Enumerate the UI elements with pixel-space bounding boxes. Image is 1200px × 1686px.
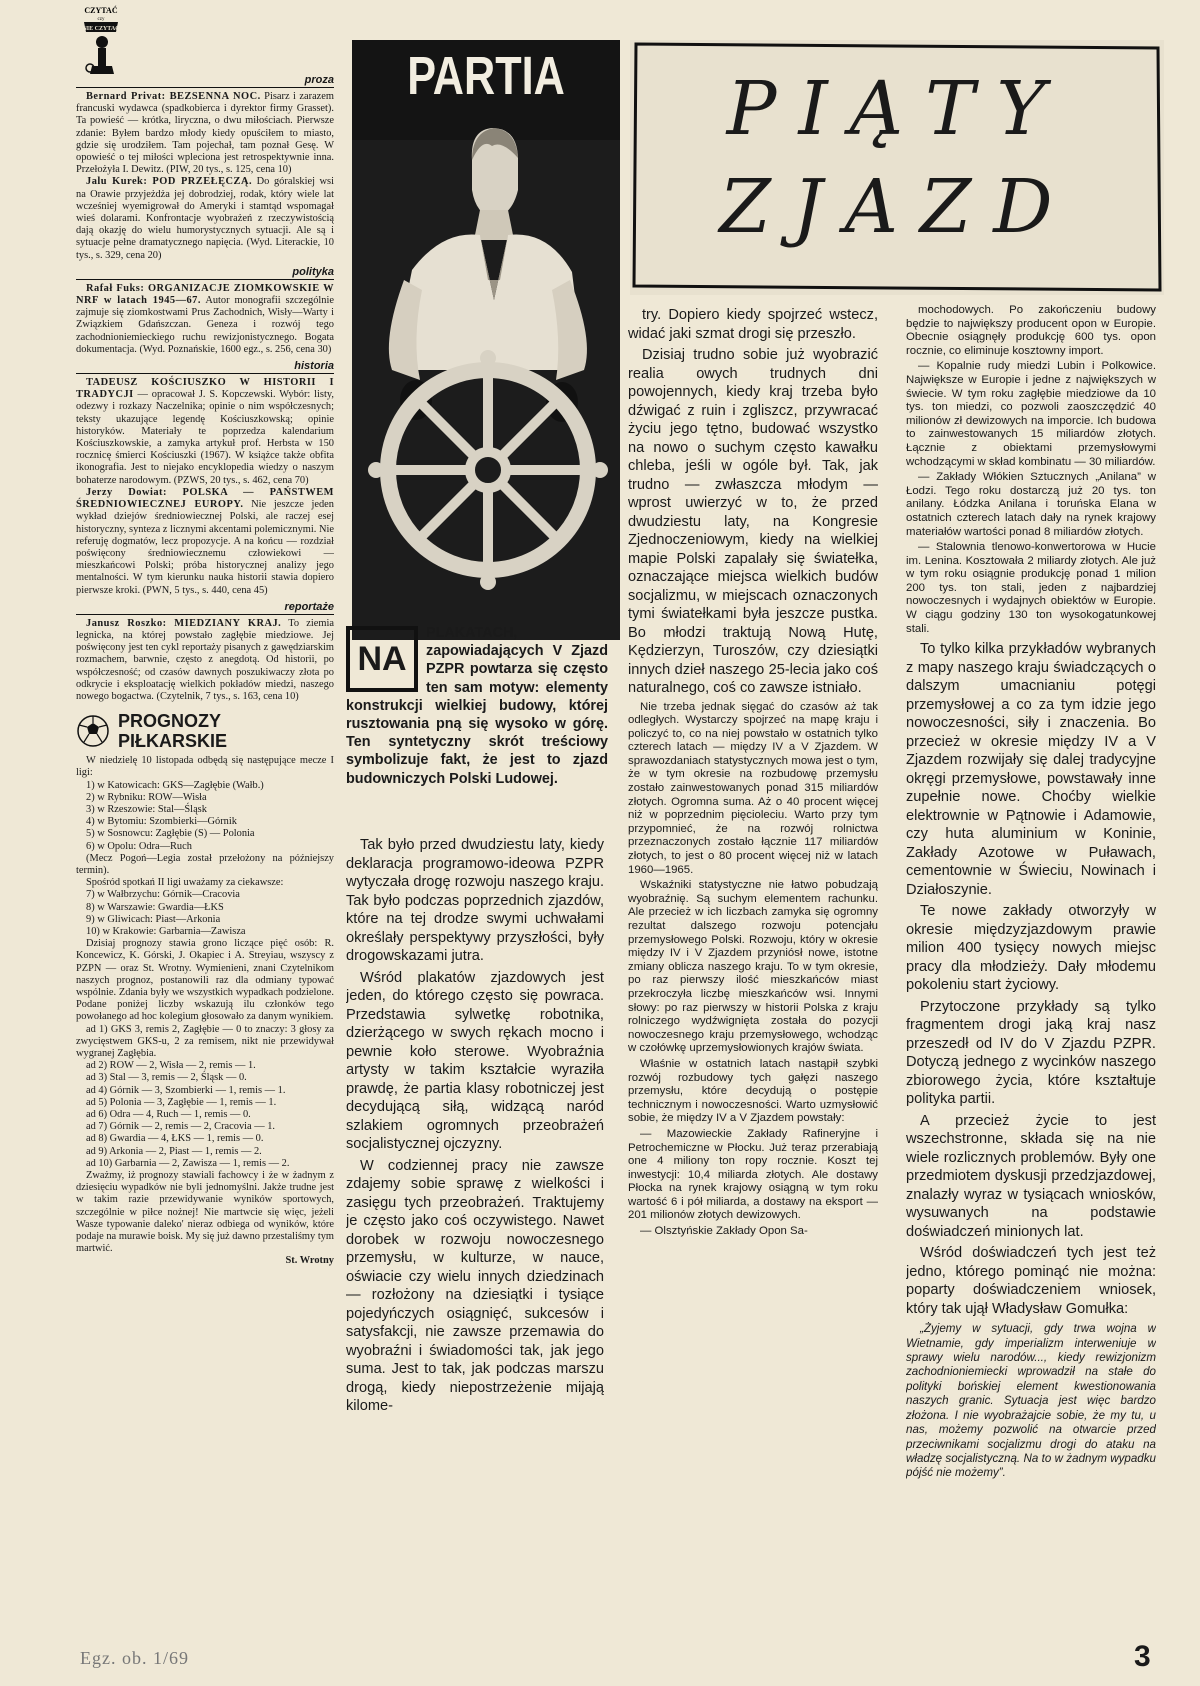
review-entry	[76, 487, 334, 597]
review-text: To ziemia legnicka, na której powstało zagłębie miedziowe. Jej poświęcony jest ten cykl reportaży pisanych z gawędziarskim rozmachem, barwnie, często z anegdotą. Od historii, po współczesność; od czasów dawnych poszukiwaczy złota po odkrycie i eksploatację wielkich pokładów miedzi, naszego nowego bogactwa. (Czytelnik, 7 tys., s. 163, cena 10)	[76, 617, 334, 702]
article-paragraph: To tylko kilka przykładów wybranych z mapy naszego kraju świadczących o dalszym umacnianiu potęgi przemysłowej a co za tym idzie jego nowoczesności, siły i znaczenia. Bo przecież w okresie między IV a V Zjazdem rozwijały się dalej tradycyjne okręgi przemysłowe, powstawały inne zupełnie nowe. Choćby wielkie elektrownie w Pątnowie i Adamowie, czy huta aluminium w Koninie, Zakłady Azotowe w Puławach, cementownie w Świeciu, Nowinach i Działoszynie.	[906, 641, 1156, 898]
section-heading: proza	[76, 74, 334, 88]
second-league-item: 10) w Krakowie: Garbarnia—Zawisza	[86, 925, 246, 937]
football-title: PROGNOZY PIŁKARSKIE	[118, 711, 228, 752]
forecast-result: ad 5) Polonia — 3, Zagłębie — 1, remis — 1.	[86, 1096, 277, 1108]
forecast-result: ad 7) Górnik — 2, remis — 2, Cracovia — 1.	[86, 1121, 276, 1133]
review-entry	[76, 91, 334, 176]
column-main-left	[346, 836, 604, 1596]
svg-text:NIE CZYTAĆ: NIE CZYTAĆ	[82, 26, 120, 32]
poster-worker-illustration	[352, 40, 620, 640]
review-title: TADEUSZ KOŚCIUSZKO W HISTORII I TRADYCJI	[76, 377, 334, 401]
article-paragraph-small: — Zakłady Włókien Sztucznych „Anilana” w Łodzi. Tego roku dostarczą już 20 tys. ton anilany. Łódzka Anilana i toruńska Elana w ostatnich czterech latach dały na rynek krajowy materiałów wartości ponad 8 miliardów złotych.	[906, 471, 1156, 538]
headline-box	[630, 40, 1164, 295]
review-title: Jerzy Dowiat: POLSKA — PAŃSTWEM ŚREDNIOWIECZNEJ EUROPY.	[76, 486, 334, 511]
first-league-item: 2) w Rybniku: ROW—Wisła	[86, 791, 207, 803]
reviews-list	[76, 74, 334, 703]
first-league-item: 1) w Katowicach: GKS—Zagłębie (Wałb.)	[86, 779, 264, 791]
column-main-center	[628, 306, 878, 1626]
article-paragraph-small: — Stalownia tlenowo-konwertorowa w Hucie im. Lenina. Kosztowała 2 miliardy złotych. Ale już w tym roku osiągnie produkcję ponad 1 milion 200 tys. ton stali, jeden z najbardziej nowoczesnych i wydajnych obiektów w Europie. W ciągu godziny 130 ton wysokogatunkowej stali.	[906, 541, 1156, 635]
lead-dropcap: NA	[357, 640, 407, 678]
review-title: Rafał Fuks: ORGANIZACJE ZIOMKOWSKIE W NRF w latach 1945—67.	[76, 282, 334, 307]
article-paragraph-small: — Olsztyńskie Zakłady Opon Sa-	[640, 1225, 808, 1238]
article-paragraph-small: — Mazowieckie Zakłady Rafineryjne i Petrochemiczne w Płocku. Już teraz przerabiają one 4 miliony ton ropy rocznie. Koszt tej inwestycji: 10,4 miliarda złotych. Ale dostawy Płocka na rynek krajowy osiągną w tym roku wartość 6 i pół miliarda, a dostawy na eksport — 201 milionów złotych dewizowych.	[628, 1127, 878, 1222]
review-text: Nie jeszcze jeden wykład dziejów średniowiecznej Polski, ale raczej esej historyczny, synteza z licznymi akcentami polemicznymi. Nie referuję dogmatów, lecz propozycje. A na końcu — rozdział poświęcony średniowiecznemu człowiekowi — mieszkańcowi Polski; próba historycznej analizy jego mentalności. W tym kierunku nauka historii stawia dopiero pierwsze kroki. (PWN, 5 tys., s. 440, cena 45)	[76, 499, 334, 596]
poster-image	[352, 40, 620, 640]
football-outro: Zważmy, iż prognozy stawiali fachowcy i że w żadnym z dziesięciu wypadków nie byli jednomyślni. Jakże trudne jest w takim razie przewidywanie wyników sportowych, szczególnie w piłce nożnej! Nie martwcie się więc, jeżeli Wasze typowanie daleko' nieraz odbiega od wyników, które podaje na murawie boisk. My się już dawno przestaliśmy tym martwić.	[76, 1170, 334, 1255]
page-number: 3	[1134, 1640, 1151, 1673]
forecast-result: ad 8) Gwardia — 4, ŁKS — 1, remis — 0.	[86, 1133, 264, 1145]
review-text: Autor monografii szczególnie zajmuje się ziomkostwami Prus Zachodnich, Wisły—Warty i Związkiem Gdańszczan. Geneza i rozwój tego zachodnioniemieckiego ruchu rewizjonistycznego. Bogata dokumentacja. (Wyd. Poznańskie, 1600 egz., s. 256, cena 30)	[76, 295, 334, 355]
football-icon	[76, 714, 110, 748]
column-reviews	[76, 70, 334, 1630]
second-league-intro: Spośród spotkań II ligi uważamy za ciekawsze:	[86, 877, 284, 889]
column-main-right	[906, 304, 1156, 1624]
article-paragraph-small: Wskaźniki statystyczne nie łatwo pobudzają wyobraźnię. Są suchym elementem rachunku. Ale przecież w ich liczbach zamyka się ogromny rezultat dalszego rozwoju potencjału przemysłowego Polski. Rozwoju, który w okresie między IV i V Zjazdem przyniósł nowe, istotne zmiany oblicza naszego kraju. To w tym okresie, po raz pierwszy ilość mieszkańców miast przekroczyła liczbę mieszkańców wsi. Innymi słowy: po raz pierwszy w historii Polska z kraju rolniczego wydźwignięta została do pozycji nowoczesnego kraju przemysłowego, wchodząc w czołówkę uprzemysłowionych krajów świata.	[628, 879, 878, 1055]
football-intro: W niedzielę 10 listopada odbędą się następujące mecze I ligi:	[76, 755, 334, 779]
lead-dropcap-box	[346, 626, 418, 692]
headline-line2: ZJAZD	[719, 164, 1075, 250]
review-entry	[76, 618, 334, 703]
article-paragraph: try. Dopiero kiedy spojrzeć wstecz, widać jaki szmat drogi się przeszło.	[628, 307, 878, 342]
article-paragraph: W codziennej pracy nie zawsze zdajemy sobie sprawę z wielkości i zasięgu tych przeobrażeń. Traktujemy je często jako coś oczywistego. Nawet dorobek w rozwoju nowoczesnego przemysłu, w kulturze, w nauce, oświacie czy wielu innych dziedzinach — rozłożony na dziesiątki i tysiące pojedyńczych osiągnięć, sukcesów i satysfakcji, nie zawsze przemawia do wyobraźni i świadomości tak, jak jego suma. Jest to tak, jak podczas marszu drogą, kiedy niepostrzeżenie mijają kilome-	[346, 1157, 604, 1414]
forecast-result: ad 2) ROW — 2, Wisła — 2, remis — 1.	[86, 1060, 256, 1072]
svg-text:czy: czy	[97, 17, 105, 22]
forecast-result: ad 4) Górnik — 3, Szombierki — 1, remis — 1.	[86, 1084, 286, 1096]
first-league-item: 5) w Sosnowcu: Zagłębie (S) — Polonia	[86, 828, 255, 840]
article-paragraph: Tak było przed dwudziestu laty, kiedy deklaracja programowo-ideowa PZPR wytyczała drogę rozwoju naszego kraju. Tak było podczas poprzednich zjazdów, które na tej drodze swymi uchwałami określały perspektywy przyszłości, były drogowskazami jutra.	[346, 837, 604, 964]
review-entry	[76, 283, 334, 356]
forecast-result: ad 10) Garbarnia — 2, Zawisza — 1, remis — 2.	[86, 1157, 290, 1169]
section-heading: polityka	[76, 266, 334, 280]
poster-title: PARTIA	[407, 46, 565, 106]
article-paragraph: Wśród doświadczeń tych jest też jedno, którego pominąć nie można: poparty doświadczeniem wniosek, który tak ujął Władysław Gomułka:	[906, 1245, 1156, 1317]
first-league-item: 4) w Bytomiu: Szombierki—Górnik	[86, 816, 237, 828]
article-paragraph-small: mochodowych. Po zakończeniu budowy będzie to największy producent opon w Europie. Obecnie osiągnęły produkcję 600 tys. opon rocznie, co eliminuje kosztowny import.	[906, 304, 1156, 357]
section-heading: historia	[76, 360, 334, 374]
football-results	[76, 1024, 334, 1170]
review-entry	[76, 176, 334, 261]
article-paragraph: A przecież życie to jest wszechstronne, składa się na nie wiele rozlicznych problemów. Były one przedmiotem dyskusji przedzjazdowej, znalazły wyraz w tysiącach wniosków, wysuwanych na podstawie doświadczeń minionych lat.	[906, 1112, 1156, 1240]
forecast-result: ad 6) Odra — 4, Ruch — 1, remis — 0.	[86, 1109, 251, 1121]
review-text: — opracował J. S. Kopczewski. Wybór: listy, odezwy i rozkazy Naczelnika; opinie o nim współczesnych; teksty ukazujące legendę Kościuszkowską; opinie historyków. Materiały te poprzedza kalendarium Kościuszkowskie, a zamyka artykuł prof. Herbsta w 150 rocznicę śmierci Kościuszki (1967). W książce także obfita ikonografia. Jest to niejako encyklopedia wiedzy o naszym bohaterze narodowym. (PZWS, 20 tys., s. 462, cena 70)	[76, 389, 334, 486]
article-paragraph: Przytoczone przykłady są tylko fragmentem drogi jaką kraj nasz przeszedł od IV do V Zjazdu PZPR. Dotyczą jednego z wycinków naszego zbiorowego życia, które kształtuje polityka partii.	[906, 998, 1156, 1108]
review-title: Jalu Kurek: POD PRZEŁĘCZĄ.	[86, 176, 253, 188]
second-league-item: 8) w Warszawie: Gwardia—ŁKS	[86, 901, 224, 913]
first-league-item: 6) w Opolu: Odra—Ruch	[86, 840, 192, 852]
review-entry	[76, 377, 334, 487]
review-text: Pisarz i zarazem francuski wydawca (spadkobierca i dyrektor firmy Grasset). Ta powieść — krótka, liryczna, o dwu miłościach. Pierwsze zdanie: Byłem bardzo młody kiedy opuściłem to miasto, gdzie się urodziłem. Tam pojechał, tam poznał Gesę. W opowieść o tej miłości wpleciona jest retrospektywnie inna. Przełożyła I. Dewitz. (PIW, 20 tys., s. 125, cena 10)	[76, 91, 334, 176]
section-heading: reportaże	[76, 601, 334, 615]
first-league-item: (Mecz Pogoń—Legia został przełożony na późniejszy termin).	[76, 852, 334, 876]
article-paragraph-small: Nie trzeba jednak sięgać do czasów aż tak odległych. Wystarczy spojrzeć na mapę kraju i policzyć to, co na niej powstało w ostatnich tylko czterech latach — między IV a V Zjazdem. W sprawozdaniach statystycznych mowa jest o tym, że w tym okresie na rozbudowę przemysłu zostało zainwestowanych ponad 315 miliardów złotych. Ogromna suma. Aż o 40 procent więcej niż w poprzednim pięcioleciu. Warto przy tym przypomnieć, że na rozwój rolnictwa przeznaczonych zostało łącznie 117 miliardów złotych, to jest o 80 procent więcej niż w latach 1960—1965.	[628, 700, 878, 876]
review-title: Bernard Privat: BEZSENNA NOC.	[86, 91, 261, 102]
lead-text: PLAKATACH, zapowiadających V Zjazd PZPR powtarza się często ten sam motyw: elementy konstrukcji wielkiej budowy, której rusztowania pną się wysoko w górę. Ten syntetyczny skrót treściowy symbolizuje fakt, że jest to zjazd budowniczych Polski Ludowej.	[346, 625, 608, 787]
review-title: Janusz Roszko: MIEDZIANY KRAJ.	[86, 617, 282, 629]
archive-stamp: Egz. ob. 1/69	[80, 1648, 189, 1668]
football-section	[76, 711, 334, 1268]
article-paragraph: Te nowe zakłady otworzyły w okresie międzyzjazdowym prawie milion 400 tysięcy nowych miejsc pracy dla młodzieży. Dały młodemu pokoleniu start życiowy.	[906, 903, 1156, 994]
first-league-item: 3) w Rzeszowie: Stal—Śląsk	[86, 803, 207, 815]
football-signature: St. Wrotny	[285, 1255, 334, 1267]
review-text: Do góralskiej wsi na Orawie przyjeżdża jej dobrodziej, rodak, który wiele lat wcześniej wyemigrował do Ameryki i stamtąd wspomagał wieś dolarami. Konfrontacje wyobrażeń z rzeczywistością dają okazję do wielu humorystycznych sytuacji. Ale są i sytuacje pełne dramatycznego napięcia. (Wyd. Literackie, 10 tys., s. 329, cena 20)	[76, 176, 334, 261]
forecast-result: ad 9) Arkonia — 2, Piast — 1, remis — 2.	[86, 1145, 262, 1157]
svg-text:CZYTAĆ: CZYTAĆ	[84, 6, 118, 15]
second-league-item: 9) w Gliwicach: Piast—Arkonia	[86, 913, 221, 925]
forecast-result: ad 3) Stal — 3, remis — 2, Śląsk — 0.	[86, 1072, 247, 1084]
second-league-item: 7) w Wałbrzychu: Górnik—Cracovia	[86, 889, 240, 901]
article-paragraph: Wśród plakatów zjazdowych jest jeden, do którego często się powraca. Przedstawia sylwetkę robotnika, dzierżącego w swych rękach mocno i pewnie koło sterowe. Wyobraźnia artysty w takim kształcie wyraziła prawdę, że partia klasy robotniczej jest decydującą siłą, widzącą naród szlakiem ogromnych przeobrażeń socjalistycznej ojczyzny.	[346, 969, 604, 1152]
article-paragraph-small: — Kopalnie rudy miedzi Lubin i Polkowice. Największe w Europie i jedne z największych w świecie. W tym roku zagłębie miedziowe da 10 tys. ton miedzi, co pozwoli zaoszczędzić 40 milionów zł dewizowych na imporcie. Ich budowa to zainwestowanych 15 miliardów złotych. Łącznie z obiektami przemysłowymi wchodzącymi w skład kombinatu — 30 miliardów.	[906, 360, 1156, 468]
lead-block	[346, 624, 608, 836]
second-league-list	[76, 889, 334, 938]
article-paragraph: Dzisiaj trudno sobie już wyobrazić realia owych trudnych dni powojennych, kiedy kraj trzeba było dźwigać z ruin i zgliszcz, przywracać życiu jego tętno, budować wszystko na nowo o suchym często kawałku chleba, jeśli w ogóle był. Tak, jak trudno — zwłaszcza młodym — wprost uwierzyć w to, że przed dwudziestu laty, na Kongresie Zjednoczeniowym, kiedy na wielkiej mapie Polski zapalały się światełka, oznaczające miejsca wielkich budów socjalizmu, w miejscach oznaczonych tymi światełkami była jeszcze pustka. Bo młodzi traktują Nową Hutę, Kędzierzyn, Turoszów, czy dziesiątki innych dzieł naszego 25-lecia jako coś naturalnego, coś co zawsze istniało.	[628, 347, 878, 696]
football-experts: Dzisiaj prognozy stawia grono liczące pięć osób: R. Koncewicz, K. Górski, J. Okapiec i A. Streyiau, wszyscy z PZPN — oraz St. Wrotny. Wymienieni, znani Czytelnikom naszych prognoz, postanowili raz dla odmiany typować wspólnie. Zdania były we wszystkich wypadkach podzielone. Podane poniżej liczby wskazują ilu członków tego powołanego ad hoc kolegium głosowało za danym wynikiem.	[76, 938, 334, 1023]
first-league-list	[76, 780, 334, 878]
forecast-result: ad 1) GKS 3, remis 2, Zagłębie — 0 to znaczy: 3 głosy za zwycięstwem GKS-u, 2 za remisem, nikt nie przewidywał wygranej Zagłębia.	[76, 1023, 334, 1060]
gomulka-quote: „Żyjemy w sytuacji, gdy trwa wojna w Wietnamie, gdy imperializm interweniuje w sprawy wielu narodów..., kiedy rewizjonizm zachodnioniemiecki wprowadził na stałe do polityki bońskiej element kwestionowania naszych granic. Sytuacja jest więc bardzo złożona. I nie wyobrażajcie sobie, że my tu, u nas, możemy pozwolić na otwarcie przed przeciwnikami socjalizmu drogi do ataku na władzę socjalistyczną. Na to w żadnym wypadku pójść nie możemy”.	[906, 1322, 1156, 1480]
article-paragraph-small: Właśnie w ostatnich latach nastąpił szybki rozwój rozbudowy tych gałęzi naszego przemysłu, które decydują o postępie technicznym i nowoczesności. Warto uzmysłowić sobie, że między IV a V Zjazdem powstały:	[628, 1057, 878, 1125]
headline-line1: PIĄTY	[726, 66, 1068, 152]
